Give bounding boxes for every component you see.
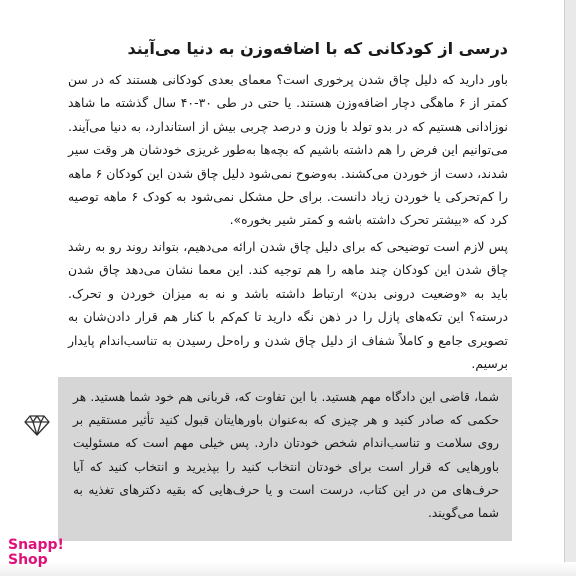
page-title: درسی از کودکانی که با اضافه‌وزن به دنیا می‌آیند [127,39,508,58]
page-edge-bottom [0,562,576,576]
brand-line-2: Shop [8,552,48,568]
body-paragraph-1: باور دارید که دلیل چاق شدن پرخوری است؟ معمای بعدی کودکانی هستند که در سن کمتر از ۶ ماهگی دچار اضافه‌وزن هستند. یا حتی در طی ۳۰-۴۰ سال گذشته ما شاهد نوزادانی هستیم که در بدو تولد با وزن و درصد چربی بیش از استاندارد، به دنیا می‌آیند. می‌توانیم این فرض را هم داشته باشیم که بچه‌ها به‌طور غریزی خودشان هر وقت سیر شدند، دست از خوردن می‌کشند. به‌وضوح نمی‌شود دلیل چاق شدن این کودکان ۶ ماهه را کم‌تحرکی یا خوردن زیاد دانست. برای حل مشکل نمی‌شود به کودک ۶ ماهه توصیه کرد که «بیشتر تحرک داشته باشه و کمتر شیر بخوره». [68,72,509,228]
body-paragraph-2: پس لازم است توضیحی که برای دلیل چاق شدن ارائه می‌دهیم، بتواند روند رو به رشد چاق شدن این کودکان چند ماهه را هم توجیه کند. این معما نشان می‌دهد چاق شدن باید به «وضعیت درونی بدن» ارتباط داشته باشد و نه به میزان خوردن و تحرک. درسته؟ این تکه‌های پازل را در ذهن نگه دارید تا کم‌کم با کنار هم قرار دادن‌شان به تصویری جامع و کاملاً شفاف از دلیل چاق شدن و راه‌حل رسیدن به تناسب‌اندام پایدار برسیم. [68,239,508,372]
snappshop-logo [8,538,64,568]
callout-box [58,377,512,541]
brand-line-1: Snapp! [8,537,64,553]
callout-text: شما، قاضی این دادگاه مهم هستید. با این تفاوت که، قربانی هم خود شما هستید. هر حکمی که صادر کنید و هر چیزی که به‌عنوان باورهایتان قبول کنید تأثیر مستقیم بر روی سلامت و تناسب‌اندام شخص خودتان دارد. پس خیلی مهم است که مسئولیت باورهایی که قرار است برای خودتان انتخاب کنید را بپذیرید و انتخاب کنید که آیا حرف‌های من در این کتاب، درست است و یا حرف‌هایی که بقیه دکترهای تغذیه به شما می‌گویند. [73,390,499,521]
page-edge-right [564,0,576,576]
diamond-icon [24,414,50,436]
